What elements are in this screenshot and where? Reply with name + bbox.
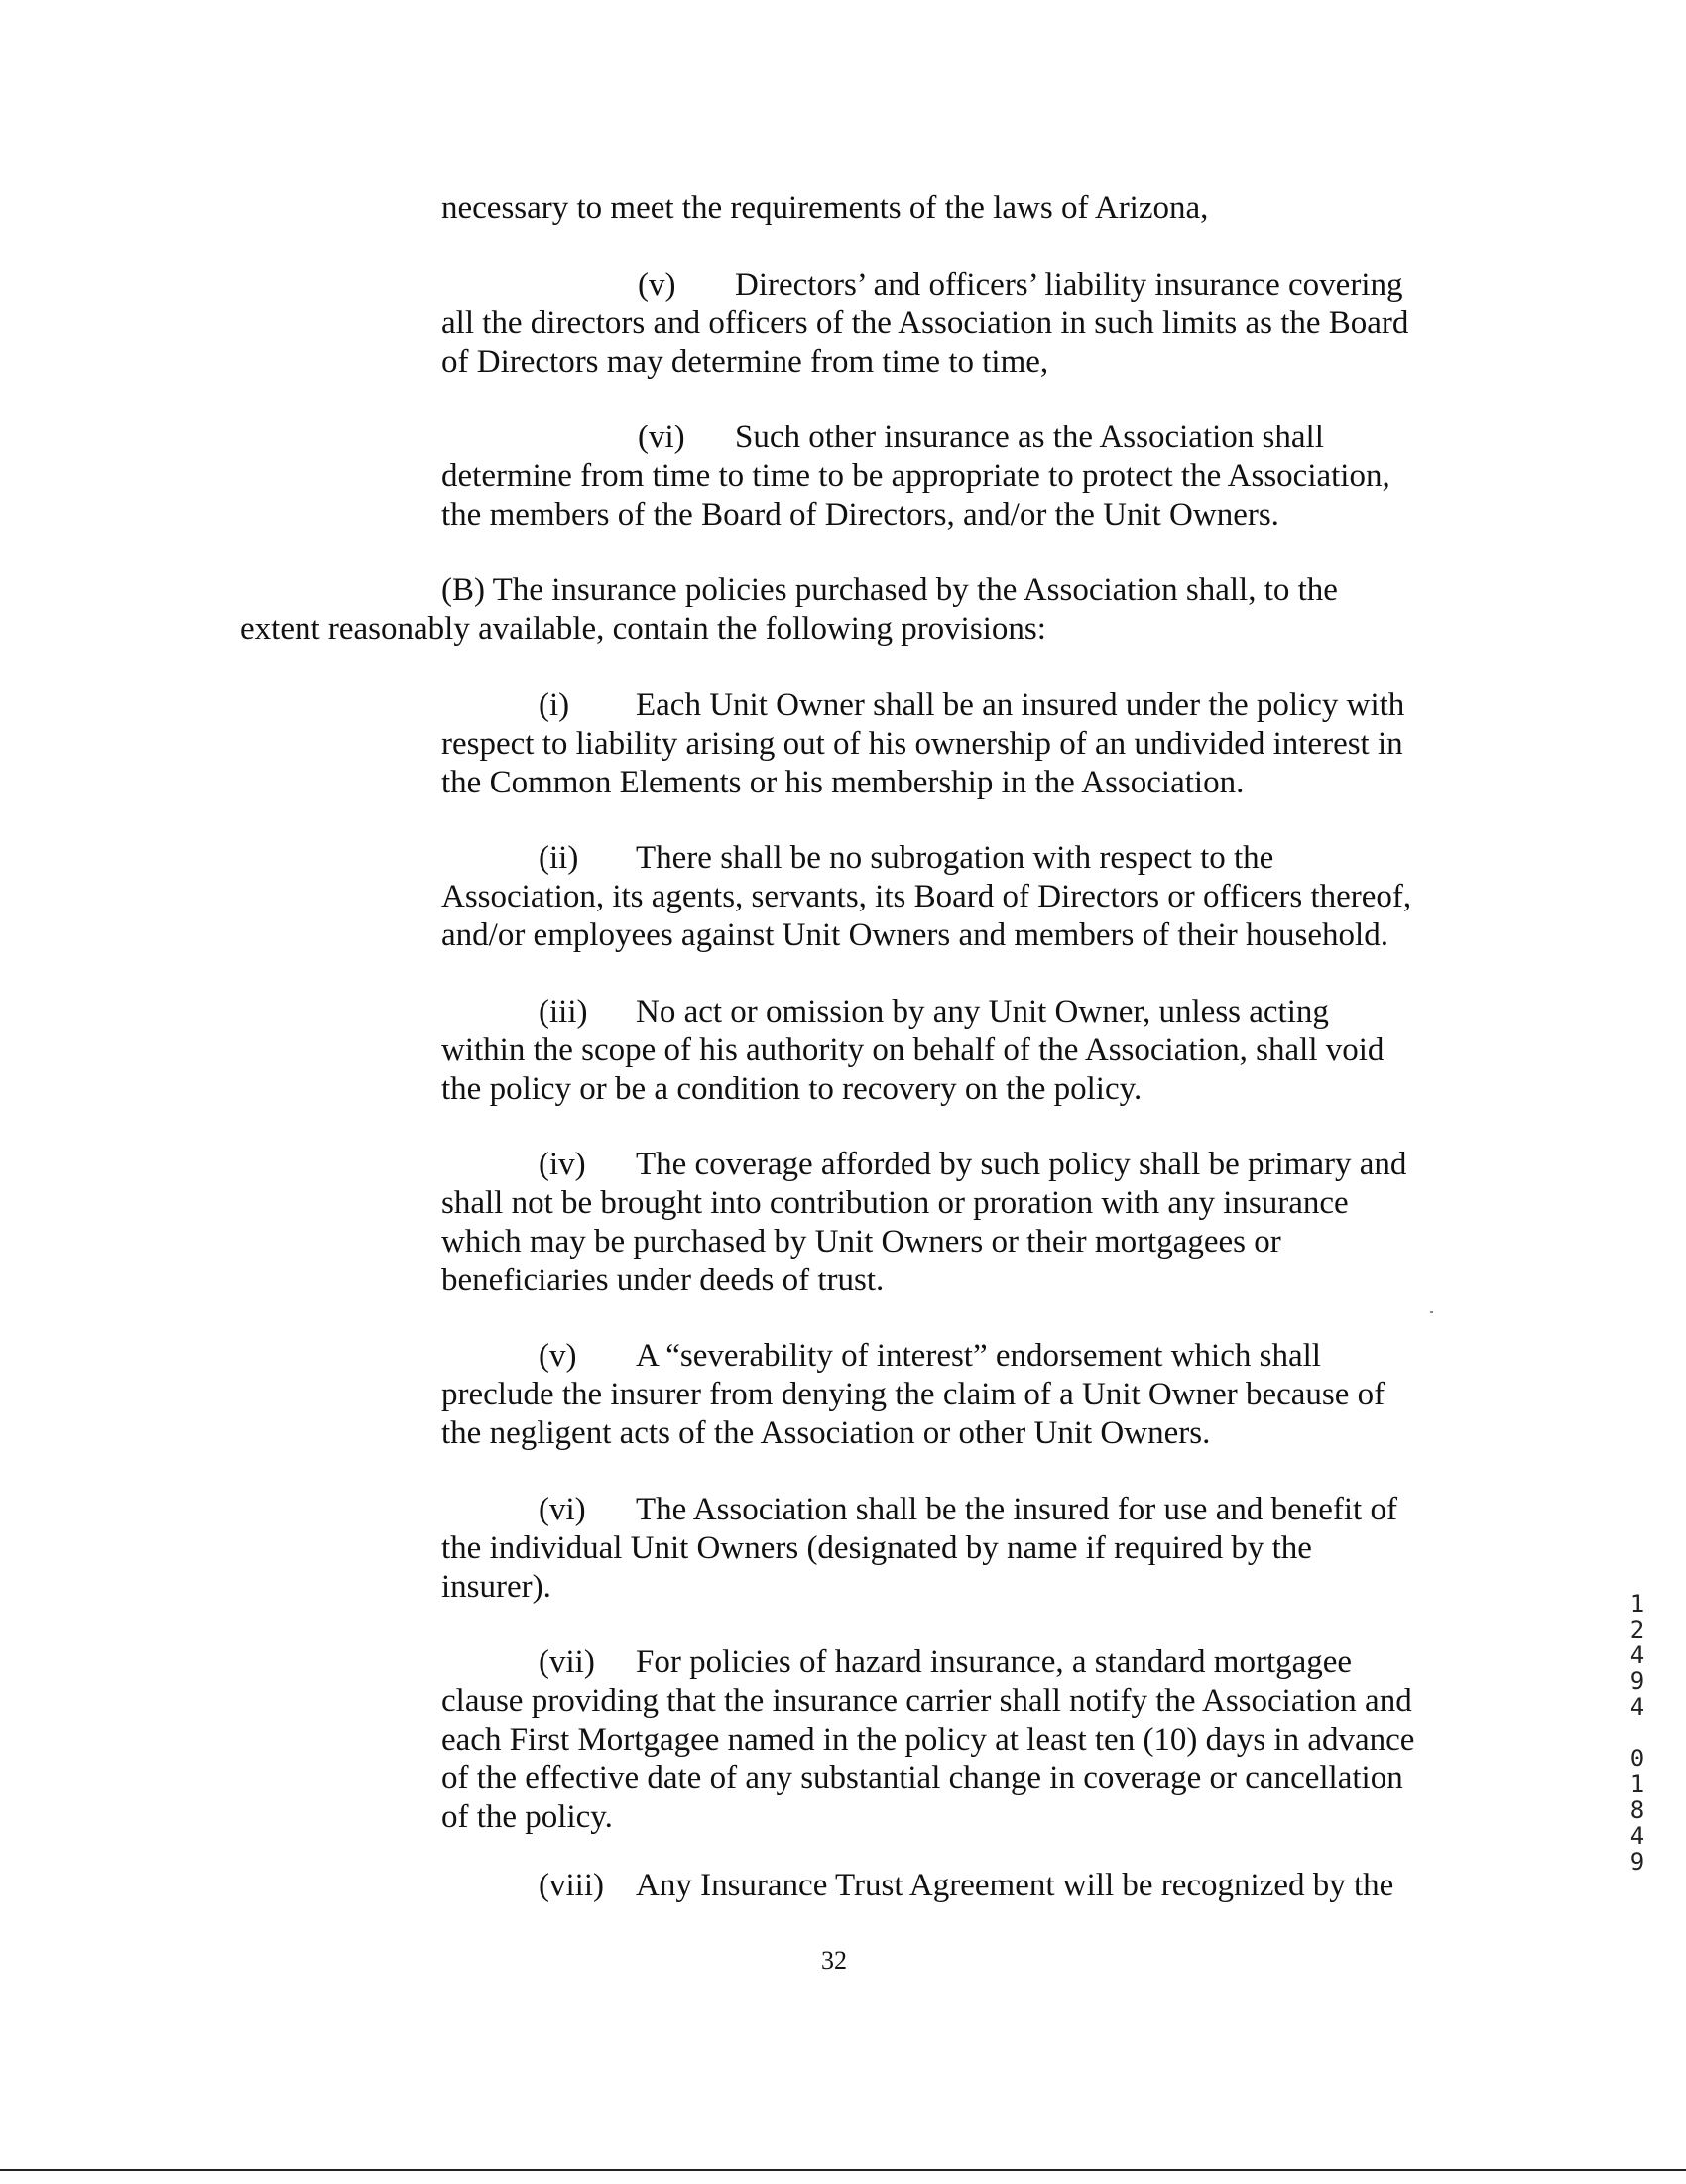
provision-text: Any Insurance Trust Agreement will be recognized by the [636,1868,1394,1903]
provision-text: Each Unit Owner shall be an insured under the policy with [636,687,1405,723]
provision-vi-first-line [539,1491,1397,1529]
text-line: within the scope of his authority on behalf of the Association, shall void [441,1032,1385,1068]
text-line: insurer). [441,1569,551,1605]
item-text: Directors’ and officers’ liability insurance covering [735,267,1403,303]
text-line: beneficiaries under deeds of trust. [441,1263,885,1298]
item-text: Such other insurance as the Association shall [735,420,1324,455]
scan-speck [1430,1311,1433,1313]
provision-marker: (iii) [539,994,588,1030]
text-line: the negligent acts of the Association or other Unit Owners. [441,1415,1211,1451]
text-line: extent reasonably available, contain the following provisions: [240,611,1046,647]
provision-marker: (viii) [539,1868,604,1903]
text-line: and/or employees against Unit Owners and members of their household. [441,917,1388,953]
provision-marker: (vi) [539,1492,586,1527]
page-number: 32 [821,1946,847,1975]
provision-vii-first-line [539,1643,1352,1682]
text-line: each First Mortgagee named in the policy at least ten (10) days in advance [441,1722,1415,1758]
provision-text: The Association shall be the insured for use and benefit of [636,1492,1397,1527]
text-line: shall not be brought into contribution or proration with any insurance [441,1185,1349,1221]
item-a-vi-first-line [638,419,1324,457]
text-line: the individual Unit Owners (designated by name if required by the [441,1530,1312,1566]
item-marker: (v) [638,267,676,303]
text-line: the policy or be a condition to recovery on the policy. [441,1071,1143,1107]
provision-marker: (vii) [539,1644,595,1680]
provision-text: No act or omission by any Unit Owner, unless acting [636,994,1329,1030]
text-line: of Directors may determine from time to time, [441,344,1049,380]
text-line: of the policy. [441,1799,613,1835]
item-a-v-first-line [638,266,1403,304]
recording-number-stamp: 1 2 4 9 4 0 1 8 4 9 [1629,1590,1645,1876]
section-b-first-line: (B) The insurance policies purchased by the Association shall, to the [441,572,1338,608]
text-line: which may be purchased by Unit Owners or their mortgagees or [441,1224,1281,1260]
provision-i-first-line [539,686,1404,725]
provision-iv-first-line [539,1146,1406,1184]
provision-v-first-line [539,1337,1321,1376]
provision-text: There shall be no subrogation with respect to the [636,840,1274,876]
provision-text: The coverage afforded by such policy shall be primary and [636,1147,1407,1182]
text-line: preclude the insurer from denying the claim of a Unit Owner because of [441,1377,1385,1412]
provision-ii-first-line [539,839,1273,878]
provision-marker: (i) [539,687,570,723]
text-line: respect to liability arising out of his ownership of an undivided interest in [441,726,1403,762]
item-marker: (vi) [638,420,685,455]
text-line: necessary to meet the requirements of the laws of Arizona, [441,190,1209,226]
provision-viii-first-line [539,1867,1393,1905]
text-line: the members of the Board of Directors, and/or the Unit Owners. [441,497,1279,533]
provision-text: A “severability of interest” endorsement which shall [636,1338,1321,1374]
provision-marker: (ii) [539,840,579,876]
text-line: clause providing that the insurance carrier shall notify the Association and [441,1683,1412,1719]
text-line: of the effective date of any substantial change in coverage or cancellation [441,1760,1403,1796]
text-line: the Common Elements or his membership in the Association. [441,765,1245,800]
text-line: Association, its agents, servants, its Board of Directors or officers thereof, [441,879,1412,914]
text-line: determine from time to time to be appropriate to protect the Association, [441,458,1390,494]
provision-iii-first-line [539,993,1329,1031]
provision-text: For policies of hazard insurance, a standard mortgagee [636,1644,1353,1680]
text-line: all the directors and officers of the Association in such limits as the Board [441,305,1409,341]
scan-edge-line [0,2169,1686,2171]
provision-marker: (v) [539,1338,577,1374]
provision-marker: (iv) [539,1147,586,1182]
